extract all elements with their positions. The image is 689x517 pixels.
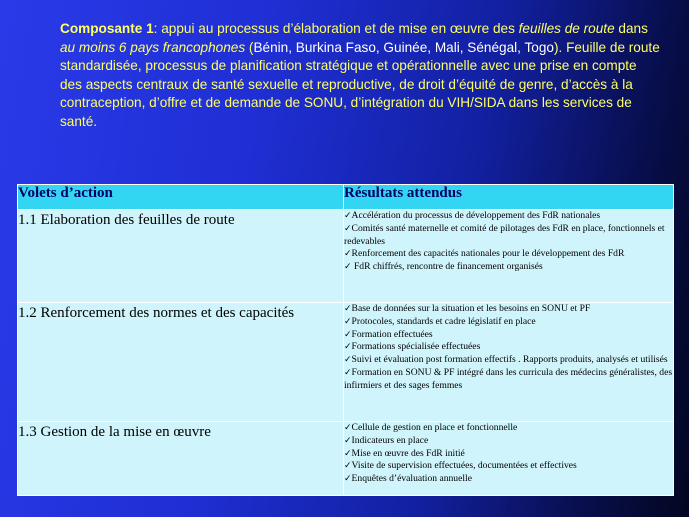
action-results-table: [17, 184, 674, 496]
resultats-list: [344, 210, 673, 274]
list-item: ✓ Comités santé maternelle et comité de pilotages des FdR en place, fonctionnels et redevables: [344, 223, 673, 249]
header-country-list: Bénin, Burkina Faso, Guinée, Mali, Sénégal, Togo: [253, 39, 554, 55]
list-item: ✓ Accélération du processus de développement des FdR nationales: [344, 210, 673, 223]
list-item: ✓ Formations spécialisée effectuées: [344, 341, 673, 354]
header-italic-countries-count: au moins 6 pays francophones: [60, 39, 246, 55]
list-item: ✓ Protocoles, standards et cadre législatif en place: [344, 316, 673, 329]
list-item: ✓ Suivi et évaluation post formation effectifs . Rapports produits, analysés et utilisés: [344, 354, 673, 367]
resultats-cell: [344, 303, 674, 422]
header-colon: :: [153, 21, 162, 36]
list-item: ✓ Indicateurs en place: [344, 435, 673, 448]
resultats-list: [344, 422, 673, 486]
header-italic-roadmaps: feuilles de route: [518, 21, 615, 36]
list-item: ✓ Formation effectuées: [344, 329, 673, 342]
component-label: Composante 1: [60, 21, 154, 36]
resultats-cell: [344, 210, 674, 303]
table-row: [18, 303, 674, 422]
resultats-cell: [344, 422, 674, 496]
volet-cell: 1.1 Elaboration des feuilles de route: [18, 210, 344, 303]
column-header-resultats: Résultats attendus: [344, 185, 674, 210]
list-item: ✓ Formation en SONU & PF intégré dans les curricula des médecins généralistes, des infirmiers et des sages femmes: [344, 367, 673, 393]
list-item: ✓ FdR chiffrés, rencontre de financement organisés: [344, 261, 673, 274]
table-row: [18, 210, 674, 303]
list-item: ✓ Visite de supervision effectuées, documentées et effectives: [344, 460, 673, 473]
table-row: [18, 422, 674, 496]
column-header-volets: Volets d’action: [18, 185, 344, 210]
table-header-row: [18, 185, 674, 210]
resultats-list: [344, 303, 673, 393]
volet-cell: 1.3 Gestion de la mise en œuvre: [18, 422, 344, 496]
list-item: ✓ Enquêtes d’évaluation annuelle: [344, 473, 673, 486]
slide-header-paragraph: [60, 20, 660, 132]
list-item: ✓ Base de données sur la situation et les besoins en SONU et PF: [344, 303, 673, 316]
header-text-1: appui au processus d’élaboration et de mise en œuvre des: [161, 21, 519, 36]
header-text-2: dans: [614, 21, 648, 36]
header-text-4: ). Feuille de route standardisée, processus de planification stratégique et opérationnelle avec une prise en compte des aspects centraux de santé sexuelle et reproductive, de droit d’équité de genre, d’accès à la contraception, d’offre et de demande de SONU, d’intégration du VIH/SIDA dans les services de santé.: [60, 39, 660, 129]
header-text-3: (: [245, 39, 254, 55]
list-item: ✓ Cellule de gestion en place et fonctionnelle: [344, 422, 673, 435]
list-item: ✓ Renforcement des capacités nationales pour le développement des FdR: [344, 248, 673, 261]
list-item: ✓ Mise en œuvre des FdR initié: [344, 448, 673, 461]
volet-cell: 1.2 Renforcement des normes et des capacités: [18, 303, 344, 422]
